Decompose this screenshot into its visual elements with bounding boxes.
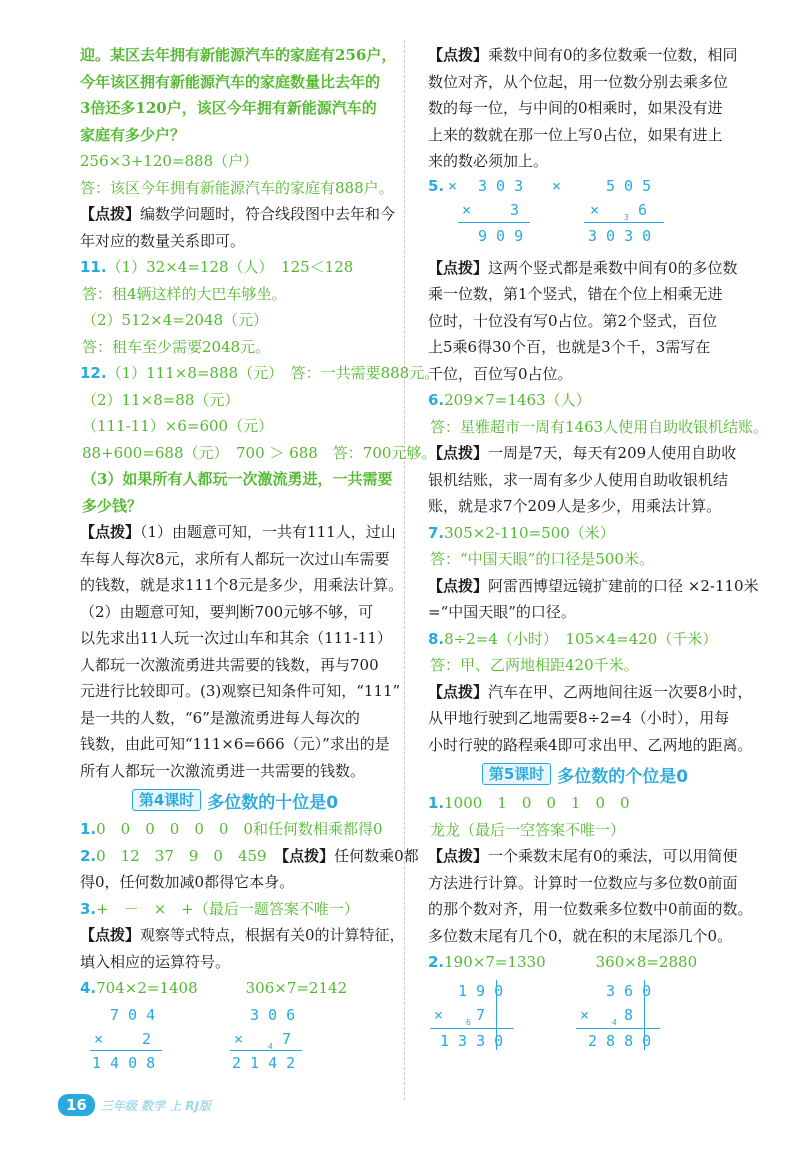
q12-tip: 是一共的人数，“6”是激流勇进每人每次的 <box>80 708 360 727</box>
q12-tip: 以先求出11人玩一次过山车和其余（111-11） <box>80 629 392 647</box>
q10-line: 今年该区拥有新能源汽车的家庭数量比去年的 <box>80 72 381 91</box>
calc-digit: 8 <box>624 1005 634 1024</box>
calc-line <box>584 222 664 223</box>
zero-separator <box>644 980 645 1050</box>
q8: 8.8÷2=4（小时） 105×4=420（千米） <box>428 629 718 648</box>
l4-q2: 2.0 12 37 9 0 459 【点拨】任何数乘0都 <box>80 846 419 865</box>
l4-q3-tip: 填入相应的运算符号。 <box>80 952 231 971</box>
q7-tip: =“中国天眼”的口径。 <box>428 603 576 621</box>
q6-tip: 银机结账，求一周有多少人使用自助收银机结 <box>428 470 729 489</box>
q10-tip: 年对应的数量关系即可。 <box>80 231 246 250</box>
calc-carry: 3 <box>624 212 629 222</box>
calc-line <box>230 1050 302 1051</box>
q5-tip: 位时，十位没有写0占位。第2个竖式，百位 <box>428 311 718 330</box>
l4-q1: 1.0 0 0 0 0 0 0和任何数相乘都得0 <box>80 820 383 838</box>
footer-text: 三年级 数学 上 RJ版 <box>100 1098 212 1113</box>
page-number: 16 <box>58 1094 95 1116</box>
calc-carry: 4 <box>612 1017 617 1027</box>
lesson4-heading <box>80 784 390 816</box>
calc-digit: 6 <box>638 200 648 219</box>
q5-tip: 上5乘6得30个百，也就是3个千，3需写在 <box>428 338 711 356</box>
calc-carry: 4 <box>268 1041 273 1051</box>
q12-line: 88+600=688（元） 700 ＞ 688 答：700元够。 <box>82 443 437 462</box>
q5-tip: 乘一位数，第1个竖式，错在个位上相乘无进 <box>428 285 723 303</box>
q12-line: （2）11×8=88（元） <box>82 390 240 409</box>
calc-mul: × <box>434 1005 444 1024</box>
q6-tip: 账，就是求7个209人是多少，用乘法计算。 <box>428 497 722 515</box>
l5-q1-tip: 的那个数对齐，用一位数乘多位数中0前面的数。 <box>428 900 753 918</box>
l5-q2: 2.190×7=1330 360×8=2880 <box>428 953 698 971</box>
vertical-calc-l5 <box>428 976 742 1056</box>
l4-q2-tip: 得0，任何数加减0都得它本身。 <box>80 873 295 891</box>
tip0: 【点拨】乘数中间有0的多位数乘一位数，相同 <box>428 46 738 64</box>
calc-digit: 3 <box>510 200 520 219</box>
l5-q1-tip: 多位数末尾有几个0，就在积的末尾添几个0。 <box>428 926 733 945</box>
q10-line: 256×3+120=888（户） <box>80 152 259 170</box>
q11-line: 11.（1）32×4=128（人） 125＜128 <box>80 258 354 276</box>
lesson4-badge: 第4课时 <box>132 789 201 811</box>
calc-mul: × <box>590 200 600 219</box>
calc-result: 3 0 3 0 <box>588 226 652 245</box>
q12-tip: 【点拨】（1）由题意可知，一共有111人，过山 <box>80 523 396 541</box>
left-column <box>80 42 440 1072</box>
calc-x: × <box>448 176 458 195</box>
lesson5-badge: 第5课时 <box>482 763 551 785</box>
q10-line: 3倍还多120户，该区今年拥有新能源汽车的 <box>80 99 377 117</box>
q11-line: （2）512×4=2048（元） <box>82 311 269 329</box>
l5-q1-tip: 方法进行计算。计算时一位数应与多位数0前面 <box>428 873 738 892</box>
q8-tip: 【点拨】汽车在甲、乙两地间往返一次要8小时， <box>428 682 753 701</box>
tip0: 数的每一位，与中间的0相乘时，如果没有进 <box>428 99 723 117</box>
q12-tip: （2）由题意可知，要判断700元够不够，可 <box>80 602 374 621</box>
q12-tip: 车每人每次8元，求所有人都玩一次过山车需要 <box>80 549 390 568</box>
q6: 6.209×7=1463（人） <box>428 391 591 409</box>
l4-q4: 4.704×2=1408 306×7=2142 <box>80 979 348 997</box>
vertical-calc-1 <box>80 1002 390 1072</box>
q12-tip: 的钱数，就是求111个8元是多少，用乘法计算。 <box>80 576 404 594</box>
l5-q1: 1.1000 1 0 0 1 0 0 <box>428 794 630 812</box>
q7-tip: 【点拨】阿雷西博望远镜扩建前的口径 ×2-110米 <box>428 576 759 595</box>
calc-top: 5 0 5 <box>606 176 652 195</box>
calc-result: 1 4 0 8 <box>92 1053 156 1072</box>
q12-tip: 所有人都玩一次激流勇进一共需要的钱数。 <box>80 761 366 780</box>
q12-tip: 钱数，由此可知“111×6=666（元）”求出的是 <box>80 735 390 753</box>
q8-tip: 从甲地行驶到乙地需要8÷2=4（小时），用每 <box>428 709 730 727</box>
q12-line: （3）如果所有人都玩一次激流勇进，一共需要 <box>82 470 393 488</box>
tip0: 上来的数就在那一位上写0占位，如果有进上 <box>428 125 723 144</box>
calc-mul: × <box>94 1029 104 1048</box>
calc-top: 3 6 0 <box>606 981 652 1000</box>
q11-line: 答：租4辆这样的大巴车够坐。 <box>82 284 287 303</box>
calc-top: 3 0 6 <box>250 1005 296 1024</box>
q8: 答：甲、乙两地相距420千米。 <box>430 656 639 674</box>
q10-tip: 【点拨】编数学问题时，符合线段图中去年和今 <box>80 205 396 223</box>
calc-x: × <box>552 176 562 195</box>
calc-digit: 2 <box>142 1029 152 1048</box>
l5-q1: 龙龙（最后一空答案不唯一） <box>430 820 626 839</box>
calc-line <box>90 1050 162 1051</box>
lesson5-title: 多位数的个位是0 <box>557 766 689 787</box>
calc-result: 1 3 3 0 <box>440 1031 504 1050</box>
tip0: 来的数必须加上。 <box>428 152 549 170</box>
q10-line: 家庭有多少户？ <box>80 125 186 144</box>
page-footer <box>58 1094 211 1116</box>
calc-digit: 7 <box>476 1005 486 1024</box>
calc-line <box>576 1028 660 1029</box>
l4-q3: 3.+ － × +（最后一题答案不唯一） <box>80 899 359 918</box>
q5-tip: 【点拨】这两个竖式都是乘数中间有0的多位数 <box>428 258 738 277</box>
l4-q3-tip: 【点拨】观察等式特点，根据有关0的计算特征， <box>80 926 405 944</box>
q10-line: 答：该区今年拥有新能源汽车的家庭有888户。 <box>80 178 394 197</box>
calc-digit: 7 <box>282 1029 292 1048</box>
calc-mul: × <box>234 1029 244 1048</box>
calc-mul: × <box>462 200 472 219</box>
q12-tip: 人都玩一次激流勇进共需要的钱数，再与700 <box>80 655 379 674</box>
zero-separator <box>496 980 497 1050</box>
l5-q1-tip: 【点拨】一个乘数末尾有0的乘法，可以用简便 <box>428 847 738 865</box>
q11-line: 答：租车至少需要2048元。 <box>82 337 271 356</box>
q6: 答：星雅超市一周有1463人使用自助收银机结账。 <box>430 417 769 436</box>
q12-tip: 元进行比较即可。(3)观察已知条件可知，“111” <box>80 682 401 700</box>
calc-top: 3 0 3 <box>478 176 524 195</box>
tip0: 数位对齐，从个位起，用一位数分别去乘多位 <box>428 72 729 91</box>
right-column <box>428 42 769 1056</box>
q12-line: 12.（1）111×8=888（元） 答：一共需要888元。 <box>80 364 440 382</box>
q5-number: 5. <box>428 176 445 195</box>
q10-line: 迎。某区去年拥有新能源汽车的家庭有256户， <box>80 46 397 64</box>
calc-result: 2 8 8 0 <box>588 1031 652 1050</box>
calc-result: 2 1 4 2 <box>232 1053 296 1072</box>
q5-tip: 千位，百位写0占位。 <box>428 364 573 383</box>
calc-line <box>458 222 530 223</box>
q6-tip: 【点拨】一周是7天，每天有209人使用自助收 <box>428 444 737 462</box>
q12-line: 多少钱？ <box>82 496 143 515</box>
calc-carry: 6 <box>466 1017 471 1027</box>
q7: 7.305×2-110=500（米） <box>428 523 615 542</box>
q7: 答：“中国天眼”的口径是500米。 <box>430 550 654 568</box>
vertical-calc-q5 <box>428 175 742 255</box>
calc-mul: × <box>580 1005 590 1024</box>
q8-tip: 小时行驶的路程乘4即可求出甲、乙两地的距离。 <box>428 735 753 754</box>
q12-line: （111-11）×6=600（元） <box>82 417 274 435</box>
calc-top: 1 9 0 <box>458 981 504 1000</box>
lesson5-heading <box>428 758 742 790</box>
calc-line <box>430 1028 514 1029</box>
calc-result: 9 0 9 <box>478 226 524 245</box>
calc-top: 7 0 4 <box>110 1005 156 1024</box>
lesson4-title: 多位数的十位是0 <box>207 792 339 813</box>
